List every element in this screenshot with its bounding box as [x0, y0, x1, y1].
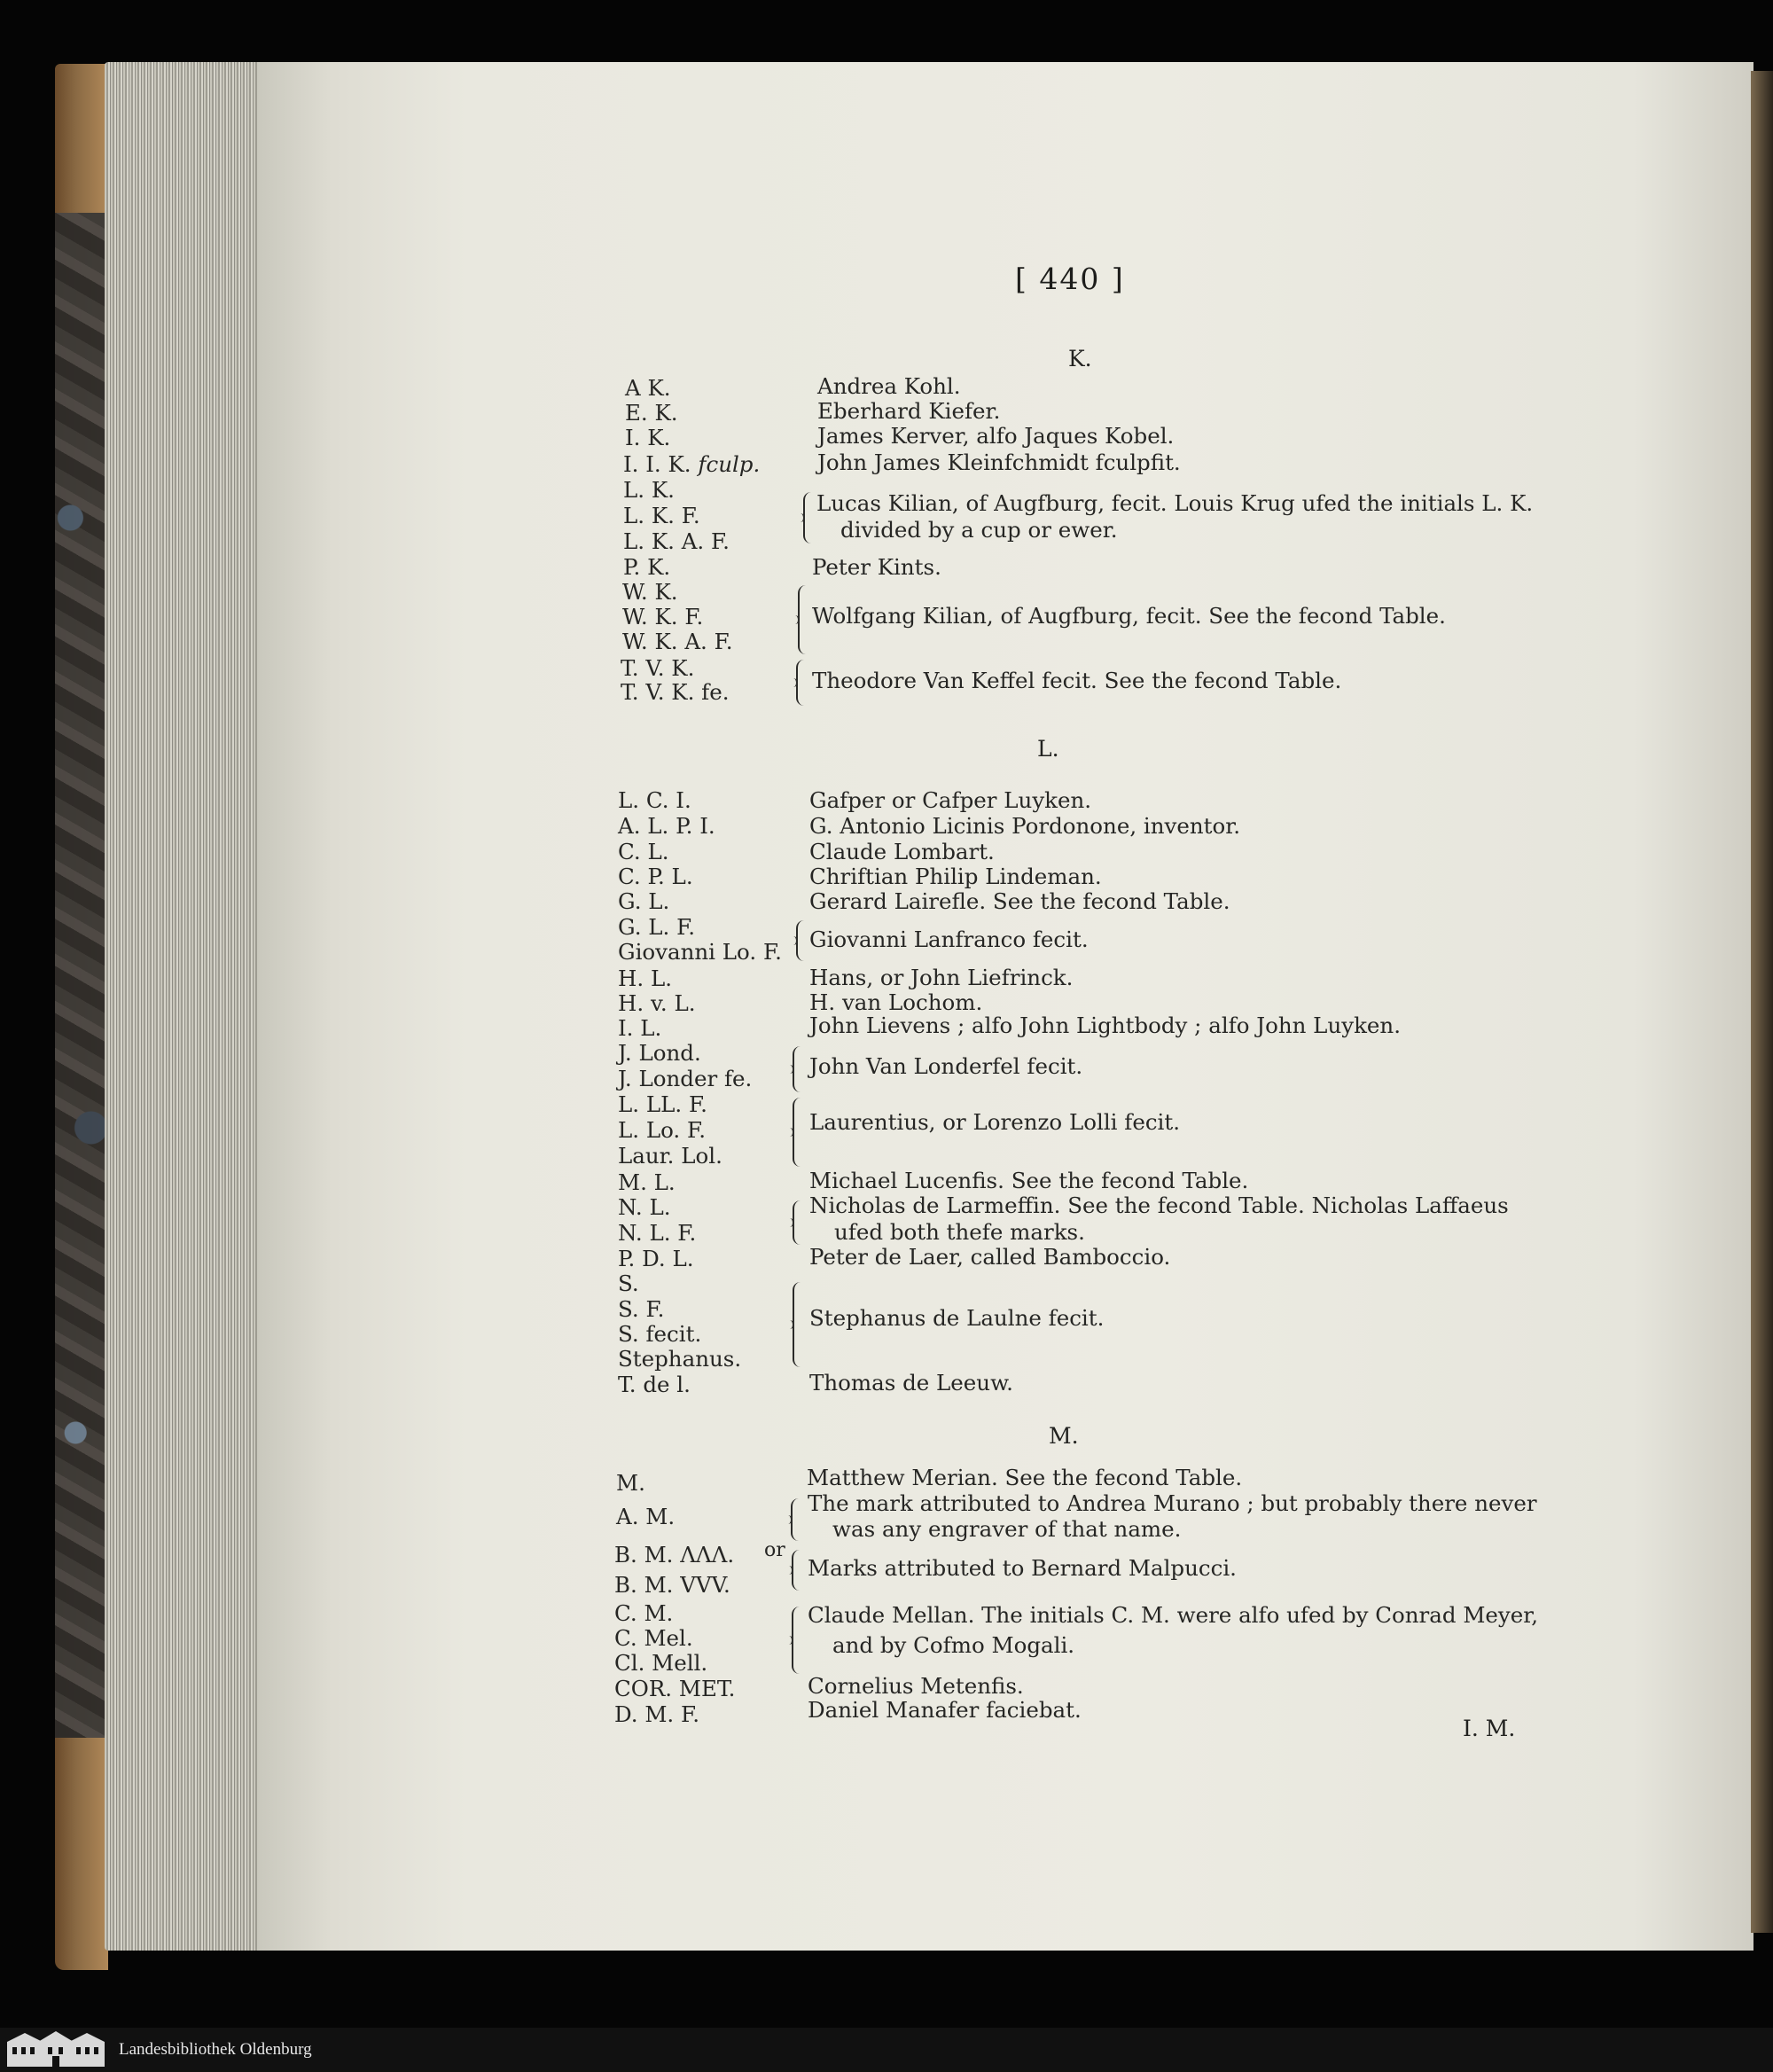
entry-code: J. Lond. [618, 1040, 701, 1066]
entry-description: John Lievens ; alfo John Lightbody ; alfo John Luyken. [809, 1013, 1401, 1038]
entry-code: L. K. [623, 477, 675, 503]
grouping-brace [792, 1550, 800, 1591]
entry-description: Nicholas de Larmeffin. See the fecond Table. Nicholas Laffaeus [809, 1192, 1509, 1218]
entry-description: Gerard Lairefle. See the fecond Table. [809, 888, 1230, 914]
grouping-brace [796, 660, 804, 706]
entry-description: Claude Lombart. [809, 839, 995, 864]
entry-code: I. I. K. fculp. [623, 451, 761, 477]
entry-code: P. K. [623, 554, 671, 580]
entry-description-continued: divided by a cup or ewer. [840, 517, 1118, 543]
entry-code: Stephanus. [618, 1346, 742, 1372]
catchword: I. M. [1463, 1716, 1516, 1741]
section-heading-k: K. [1068, 346, 1092, 371]
entry-code: M. L. [618, 1169, 676, 1195]
entry-code: Cl. Mell. [614, 1650, 708, 1676]
entry-description: The mark attributed to Andrea Murano ; but probably there never [808, 1490, 1537, 1516]
entry-code: C. P. L. [618, 864, 693, 889]
page-number: [ 440 ] [1015, 262, 1125, 296]
entry-code: N. L. [618, 1194, 671, 1220]
entry-description: Peter de Laer, called Bamboccio. [809, 1244, 1171, 1270]
entry-description: Michael Lucenfis. See the fecond Table. [809, 1168, 1249, 1193]
entry-code: Laur. Lol. [618, 1143, 722, 1169]
entry-code: A K. [625, 375, 671, 401]
grouping-brace [792, 1607, 800, 1674]
entry-description: Lucas Kilian, of Augfburg, fecit. Louis Krug ufed the initials L. K. [816, 490, 1534, 516]
entry-code: G. L. [618, 888, 670, 914]
book-page [257, 62, 1753, 1951]
entry-code: L. C. I. [618, 787, 691, 813]
page-edges [105, 62, 269, 1951]
entry-description: John James Kleinfchmidt fculpfit. [817, 450, 1181, 475]
entry-code: S. fecit. [618, 1321, 702, 1347]
entry-description: Gafper or Cafper Luyken. [809, 787, 1092, 813]
entry-code-connector: or [764, 1539, 785, 1561]
entry-description: G. Antonio Licinis Pordonone, inventor. [809, 813, 1241, 839]
entry-code: J. Londer fe. [618, 1066, 753, 1091]
book-gutter [1751, 71, 1773, 1933]
grouping-brace [793, 1200, 801, 1245]
entry-code: L. K. A. F. [623, 528, 730, 554]
entry-code: S. F. [618, 1296, 665, 1322]
entry-code: T. V. K. fe. [621, 679, 730, 705]
entry-code: S. [618, 1271, 639, 1296]
marbled-endpaper [55, 213, 106, 1738]
entry-code: L. Lo. F. [618, 1117, 706, 1143]
entry-description-continued: ufed both thefe marks. [834, 1219, 1085, 1245]
grouping-brace [793, 1098, 801, 1167]
entry-description: Thomas de Leeuw. [809, 1370, 1013, 1396]
entry-code: P. D. L. [618, 1246, 694, 1271]
entry-code: E. K. [625, 400, 678, 426]
entry-description-continued: was any engraver of that name. [832, 1516, 1182, 1542]
entry-description: Stephanus de Laulne fecit. [809, 1305, 1105, 1331]
entry-code: D. M. F. [614, 1701, 699, 1727]
entry-code: G. L. F. [618, 914, 696, 940]
entry-code: W. K. F. [622, 604, 704, 629]
entry-description: Hans, or John Liefrinck. [809, 965, 1074, 990]
entry-description: Giovanni Lanfranco fecit. [809, 927, 1089, 952]
entry-code: L. K. F. [623, 503, 700, 528]
grouping-brace [793, 1046, 801, 1092]
entry-description: Daniel Manafer faciebat. [808, 1697, 1082, 1723]
entry-description: Eberhard Kiefer. [817, 398, 1001, 424]
entry-description: James Kerver, alfo Jaques Kobel. [817, 423, 1175, 449]
entry-code: H. L. [618, 966, 672, 991]
entry-description: Marks attributed to Bernard Malpucci. [808, 1555, 1237, 1581]
entry-description: John Van Londerfel fecit. [809, 1053, 1083, 1079]
entry-code: I. K. [625, 425, 671, 450]
entry-code: A. M. [616, 1504, 676, 1529]
entry-description: Chriftian Philip Lindeman. [809, 864, 1102, 889]
entry-description: Wolfgang Kilian, of Augfburg, fecit. See the fecond Table. [812, 603, 1446, 629]
entry-code: C. L. [618, 839, 669, 864]
section-heading-m: M. [1049, 1423, 1079, 1449]
entry-code: I. L. [618, 1015, 662, 1041]
entry-code: C. Mel. [614, 1625, 693, 1651]
grouping-brace [791, 1498, 799, 1541]
section-heading-l: L. [1037, 736, 1059, 762]
entry-description: Laurentius, or Lorenzo Lolli fecit. [809, 1109, 1181, 1135]
entry-description: Andrea Kohl. [817, 373, 961, 399]
entry-code: Giovanni Lo. F. [618, 939, 782, 965]
entry-description-continued: and by Cofmo Mogali. [832, 1632, 1075, 1658]
entry-code: N. L. F. [618, 1220, 697, 1246]
entry-code: C. M. [614, 1600, 674, 1626]
entry-code: B. M. VVV. [614, 1572, 730, 1598]
entry-code: T. V. K. [621, 655, 695, 681]
entry-description: Theodore Van Keffel fecit. See the fecond Table. [812, 668, 1342, 693]
entry-code: B. M. ΛΛΛ. [614, 1542, 735, 1568]
entry-code: A. L. P. I. [618, 813, 715, 839]
entry-code: M. [616, 1470, 645, 1496]
grouping-brace [793, 1282, 801, 1367]
entry-code: W. K. [622, 579, 678, 605]
entry-code: COR. MET. [614, 1676, 736, 1701]
entry-code: T. de l. [618, 1372, 691, 1397]
footer-library-name: Landesbibliothek Oldenburg [119, 2040, 312, 2059]
entry-description: Claude Mellan. The initials C. M. were alfo ufed by Conrad Meyer, [808, 1602, 1539, 1628]
library-building-icon [7, 2031, 105, 2067]
entry-description: Peter Kints. [812, 554, 941, 580]
entry-description: Cornelius Metenfis. [808, 1673, 1024, 1699]
entry-code: L. LL. F. [618, 1091, 707, 1117]
entry-description: H. van Lochom. [809, 989, 983, 1015]
grouping-brace [798, 585, 806, 654]
entry-description: Matthew Merian. See the fecond Table. [807, 1465, 1243, 1490]
entry-code: H. v. L. [618, 990, 696, 1016]
entry-code: W. K. A. F. [622, 629, 733, 654]
grouping-brace [803, 492, 811, 543]
grouping-brace [796, 920, 804, 961]
